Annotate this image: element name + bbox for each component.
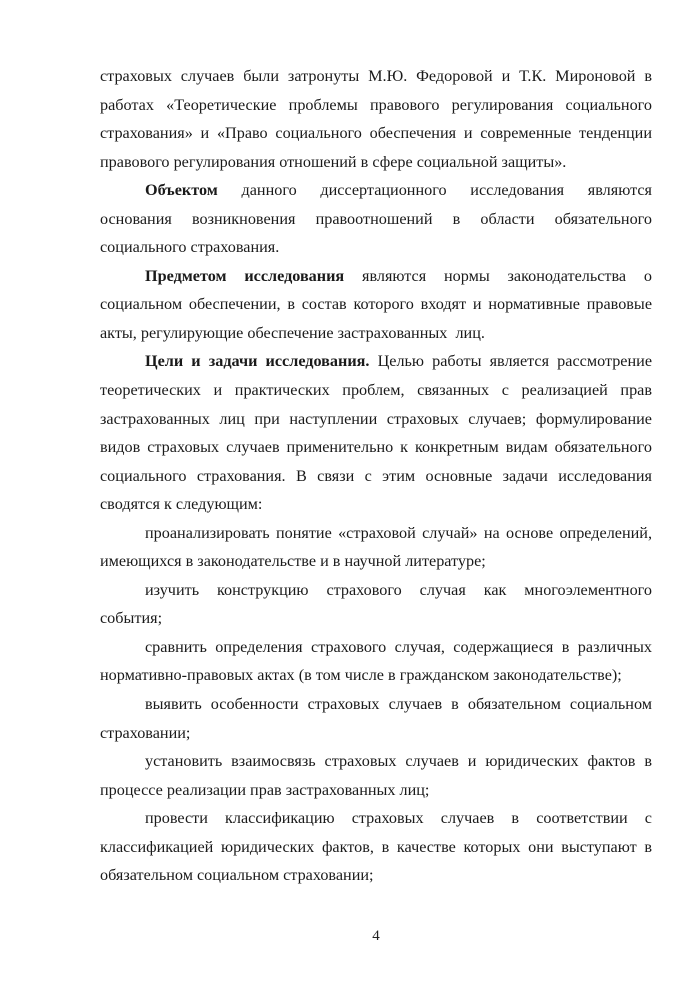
text-line [100, 91, 652, 120]
page-number: 4 [372, 928, 380, 944]
text-line [100, 290, 652, 319]
text-line [100, 148, 652, 177]
line-text: застрахованных лиц при наступлении страховых случаев; формулирование [100, 409, 652, 428]
line-text: страховании; [100, 723, 191, 742]
line-text: социального страхования. [100, 238, 280, 257]
line-text: провести классификацию страховых случаев в соответствии с [145, 809, 652, 828]
line-text: страховых случаев были затронуты М.Ю. Федоровой и Т.К. Мироновой в [100, 67, 652, 85]
text-line [100, 547, 652, 576]
text-line [100, 433, 652, 462]
line-text: данного диссертационного исследования являются [217, 181, 652, 200]
text-line [100, 176, 652, 205]
line-text: нормативно-правовых актах (в том числе в гражданском законодательстве); [100, 666, 622, 685]
bold-lead: Объектом [145, 181, 218, 200]
text-line [100, 661, 652, 690]
text-line [100, 405, 652, 434]
line-text: социальном обеспечении, в состав которого входят и нормативные правовые [100, 295, 652, 314]
line-text: выявить особенности страховых случаев в обязательном социальном [145, 695, 652, 714]
line-text: работах «Теоретические проблемы правового регулирования социального [100, 95, 652, 114]
text-line [100, 719, 652, 748]
text-line [100, 633, 652, 662]
text-line [100, 119, 652, 148]
text-line [100, 690, 652, 719]
line-text: проанализировать понятие «страховой случай» на основе определений, [145, 523, 652, 542]
line-text: являются нормы законодательства о [344, 266, 653, 285]
text-line [100, 804, 652, 833]
line-text: правового регулирования отношений в сфере социальной защиты». [100, 152, 567, 171]
text-line [100, 205, 652, 234]
line-text: сравнить определения страхового случая, содержащиеся в различных [145, 637, 652, 656]
line-text: акты, регулирующие обеспечение застрахованных лиц. [100, 323, 485, 342]
line-text: сводятся к следующим: [100, 495, 263, 514]
text-line [100, 319, 652, 348]
line-text: социального страхования. В связи с этим основные задачи исследования [100, 466, 652, 485]
text-line [100, 861, 652, 890]
text-line [100, 62, 652, 91]
line-text: классификацией юридических фактов, в качестве которых они выступают в [100, 837, 652, 856]
line-text: имеющихся в законодательстве и в научной литературе; [100, 552, 486, 571]
text-line [100, 519, 652, 548]
line-text: видов страховых случаев применительно к конкретным видам обязательного [100, 438, 652, 457]
text-line [100, 462, 652, 491]
line-text: Целью работы является рассмотрение [369, 352, 653, 371]
text-line [100, 262, 652, 291]
text-line [100, 776, 652, 805]
line-text: события; [100, 609, 163, 628]
line-text: процессе реализации прав застрахованных лиц; [100, 780, 430, 799]
text-line [100, 233, 652, 262]
bold-lead: Цели и задачи исследования. [145, 352, 370, 371]
text-line [100, 604, 652, 633]
text-line [100, 490, 652, 519]
bold-lead: Предметом исследования [145, 266, 345, 285]
line-text: установить взаимосвязь страховых случаев и юридических фактов в [145, 752, 652, 771]
document-body [100, 62, 652, 890]
line-text: основания возникновения правоотношений в области обязательного [100, 209, 652, 228]
line-text: обязательном социальном страховании; [100, 866, 374, 885]
line-text: теоретических и практических проблем, связанных с реализацией прав [100, 381, 652, 400]
line-text: страхования» и «Право социального обеспечения и современные тенденции [100, 124, 652, 143]
text-line [100, 576, 652, 605]
text-line [100, 376, 652, 405]
line-text: изучить конструкцию страхового случая как многоэлементного [145, 580, 652, 599]
text-line [100, 347, 652, 376]
text-line [100, 747, 652, 776]
text-line [100, 833, 652, 862]
